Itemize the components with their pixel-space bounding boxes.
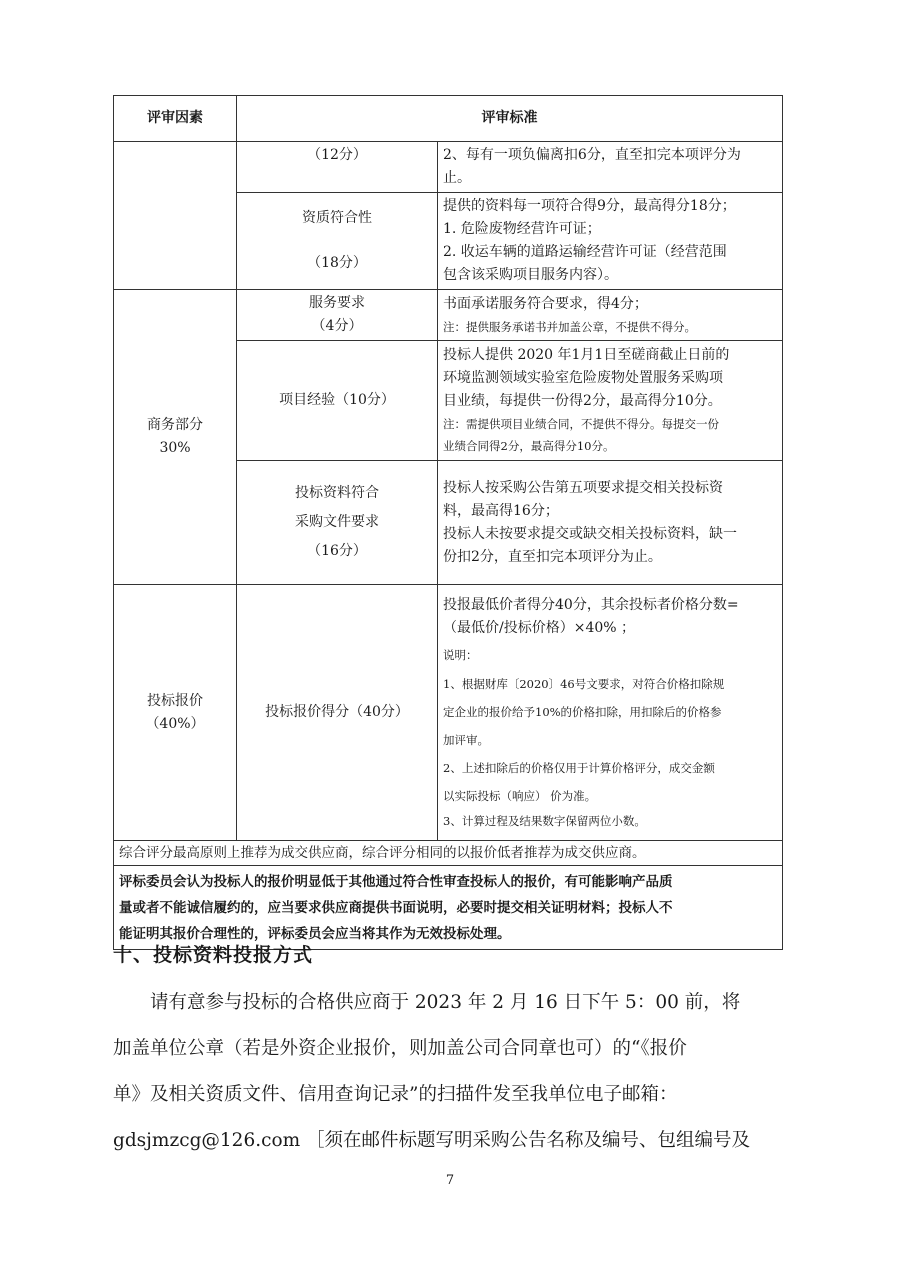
text-line: 2. 收运车辆的道路运输经营许可证（经营范围 [443, 244, 727, 260]
service-name: 服务要求 [309, 295, 365, 311]
text-line: 包含该采购项目服务内容）。 [443, 267, 618, 283]
tech-factor-cell [114, 142, 237, 290]
table-row [114, 585, 783, 841]
qualification-name-cell [237, 193, 438, 290]
docs-name-cell [237, 461, 438, 585]
business-factor-cell [114, 290, 237, 585]
text-line: 量或者不能诚信履约的，应当要求供应商提供书面说明，必要时提交相关证明材料；投标人不 [119, 899, 673, 916]
tech-sub1-standard [438, 142, 783, 193]
text-line: 投标人未按要求提交或缺交相关投标资料，缺一 [443, 525, 737, 542]
table-row [114, 142, 783, 193]
business-name: 商务部分 [147, 417, 203, 433]
note-line: 注：需提供项目业绩合同，不提供不得分。每提交一份 [443, 417, 719, 431]
footer-row-2 [114, 866, 783, 950]
note-line: 2、上述扣除后的价格仅用于计算价格评分，成交金额 [443, 760, 715, 775]
text-line: 2、每有一项负偏离扣6分，直至扣完本项评分为 [443, 147, 741, 163]
text-line: 份扣2分，直至扣完本项评分为止。 [443, 548, 662, 565]
price-factor-cell [114, 585, 237, 841]
paragraph-line: 单》及相关资质文件、信用查询记录”的扫描件发至我单位电子邮箱： [113, 1084, 678, 1105]
paragraph-line: gdsjmzcg@126.com ［须在邮件标题写明采购公告名称及编号、包组编号及 [113, 1130, 751, 1151]
qualification-score: （18分） [307, 255, 367, 271]
table-row [114, 841, 783, 866]
docs-standard [438, 461, 783, 585]
table-row [114, 290, 783, 341]
header-standard: 评审标准 [237, 96, 783, 142]
text-line: 投标人按采购公告第五项要求提交相关投标资 [443, 479, 723, 496]
price-weight: （40%） [145, 715, 205, 732]
text-line: 评标委员会认为投标人的报价明显低于其他通过符合性审查投标人的报价，有可能影响产品质 [119, 873, 673, 890]
scoring-table [113, 95, 783, 950]
text-line: 环境监测领域实验室危险废物处置服务采购项 [443, 370, 723, 386]
note-line: 3、计算过程及结果数字保留两位小数。 [443, 813, 646, 828]
service-name-cell [237, 290, 438, 341]
qualification-standard [438, 193, 783, 290]
text-line: 能证明其报价合理性的，评标委员会应当将其作为无效投标处理。 [119, 925, 511, 942]
page-number: 7 [445, 1173, 455, 1188]
service-score: （4分） [311, 318, 363, 334]
note-line: 以实际投标（响应） 价为准。 [443, 788, 597, 803]
experience-name: 项目经验（10分） [237, 341, 438, 461]
docs-name-line1: 投标资料符合 [295, 485, 379, 501]
table-row [114, 866, 783, 950]
header-factor: 评审因素 [114, 96, 237, 142]
paragraph-line: 请有意参与投标的合格供应商于 2023 年 2 月 16 日下午 5：00 前，将 [150, 992, 741, 1013]
note-line: 1、根据财库〔2020〕46号文要求，对符合价格扣除规 [443, 676, 725, 691]
qualification-name: 资质符合性 [302, 210, 372, 226]
note-line: 业绩合同得2分，最高得分10分。 [443, 439, 615, 453]
docs-name-line2: 采购文件要求 [295, 514, 379, 530]
note-line: 定企业的报价给予10%的价格扣除，用扣除后的价格参 [443, 704, 722, 719]
section-paragraph [113, 980, 795, 1164]
text-line: （最低价/投标价格）×40% ； [443, 619, 636, 636]
text-line: 提供的资料每一项符合得9分，最高得分18分； [443, 198, 736, 214]
text-line: 止。 [443, 170, 471, 186]
business-weight: 30% [159, 440, 191, 456]
price-standard [438, 585, 783, 841]
price-name: 投标报价 [147, 692, 203, 709]
text-line: 料，最高得16分； [443, 502, 559, 519]
footer-row-1: 综合评分最高原则上推荐为成交供应商，综合评分相同的以报价低者推荐为成交供应商。 [114, 841, 783, 866]
section-heading: 十、投标资料投报方式 [113, 944, 314, 966]
price-sub-name: 投标报价得分（40分） [237, 585, 438, 841]
tech-sub1-score: （12分） [237, 142, 438, 193]
paragraph-line: 加盖单位公章（若是外资企业报价，则加盖公司合同章也可）的“《报价 [113, 1038, 687, 1059]
table-header-row [114, 96, 783, 142]
service-standard [438, 290, 783, 341]
text-line: 投标人提供 2020 年1月1日至磋商截止日前的 [443, 347, 730, 363]
experience-standard [438, 341, 783, 461]
note-line: 说明： [443, 647, 478, 662]
text-line: 目业绩，每提供一份得2分，最高得分10分。 [443, 393, 722, 409]
text-line: 投报最低价者得分40分，其余投标者价格分数= [443, 596, 739, 613]
text-line: 1. 危险废物经营许可证； [443, 221, 601, 237]
text-line: 书面承诺服务符合要求，得4分； [443, 295, 648, 312]
note-line: 注：提供服务承诺书并加盖公章，不提供不得分。 [443, 319, 696, 334]
docs-score: （16分） [307, 543, 367, 559]
note-line: 加评审。 [443, 732, 489, 747]
